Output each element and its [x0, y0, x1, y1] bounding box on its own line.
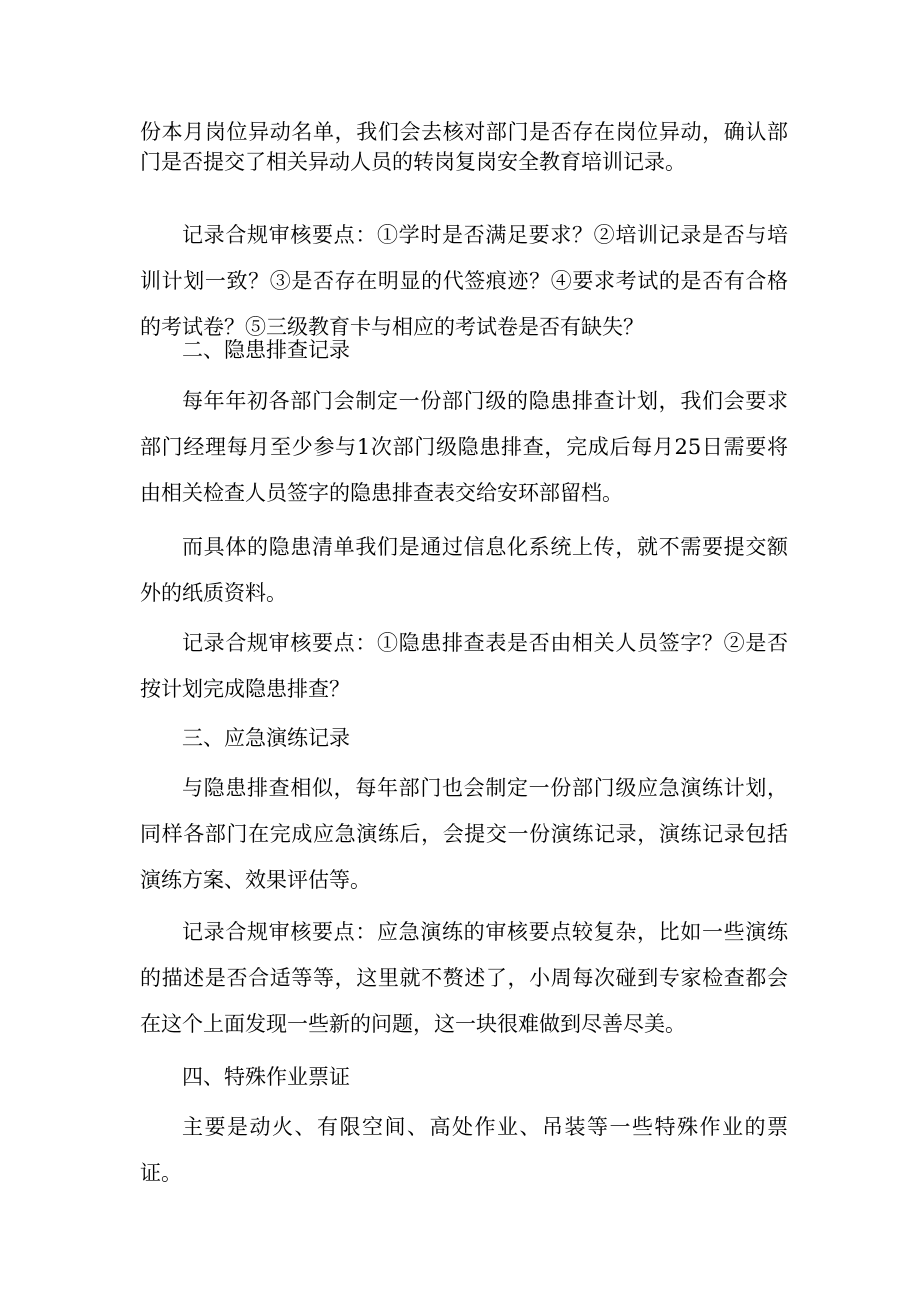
paragraph-emergency-audit-points: 记录合规审核要点：应急演练的审核要点较复杂，比如一些演练的描述是否合适等等，这里就不赘述了，小周每次碰到专家检查都会在这个上面发现一些新的问题，这一块很难做到尽善尽美。	[140, 920, 788, 1036]
paragraph-training-audit-points: 记录合规审核要点：①学时是否满足要求？②培训记录是否与培训计划一致？③是否存在明显的代签痕迹？④要求考试的是否有合格的考试卷？⑤三级教育卡与相应的考试卷是否有缺失？	[140, 223, 788, 339]
section-heading-special-operations: 四、特殊作业票证	[182, 1065, 350, 1089]
paragraph-hazard-list-system: 而具体的隐患清单我们是通过信息化系统上传，就不需要提交额外的纸质资料。	[140, 535, 788, 605]
paragraph-special-operations: 主要是动火、有限空间、高处作业、吊装等一些特殊作业的票证。	[140, 1115, 788, 1185]
paragraph-hazard-plan: 每年年初各部门会制定一份部门级的隐患排查计划，我们会要求部门经理每月至少参与1次部门级隐患排查，完成后每月25日需要将由相关检查人员签字的隐患排查表交给安环部留档。	[140, 389, 788, 505]
paragraph-continuation: 份本月岗位异动名单，我们会去核对部门是否存在岗位异动，确认部门是否提交了相关异动人员的转岗复岗安全教育培训记录。	[140, 120, 788, 174]
paragraph-hazard-audit-points: 记录合规审核要点：①隐患排查表是否由相关人员签字？②是否按计划完成隐患排查？	[140, 631, 788, 701]
paragraph-emergency-drill-plan: 与隐患排查相似，每年部门也会制定一份部门级应急演练计划，同样各部门在完成应急演练后，会提交一份演练记录，演练记录包括演练方案、效果评估等。	[140, 776, 788, 892]
section-heading-emergency-drill: 三、应急演练记录	[182, 726, 350, 750]
section-heading-hazard-inspection: 二、隐患排查记录	[182, 338, 350, 362]
